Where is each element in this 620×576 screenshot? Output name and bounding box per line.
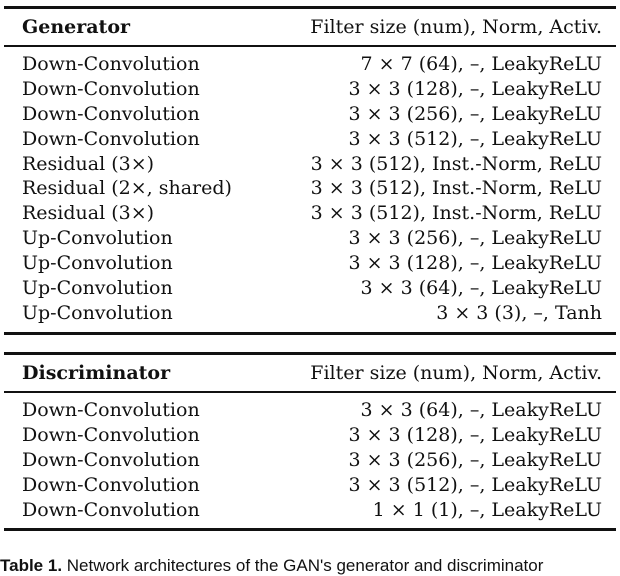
layer-name: Up-Convolution [22,301,173,324]
layer-name: Down-Convolution [22,127,200,150]
table-row [22,498,602,523]
layer-name: Down-Convolution [22,473,200,496]
layer-spec: 3 × 3 (256), –, LeakyReLU [348,448,602,471]
table-row [22,301,602,326]
caption-text: Network architectures of the GAN's generator and discriminator [66,556,544,575]
table-header [4,9,616,45]
layer-spec: 3 × 3 (512), Inst.-Norm, ReLU [310,152,602,175]
layer-name: Down-Convolution [22,399,200,421]
table-row [22,176,602,201]
layer-spec: 3 × 3 (3), –, Tanh [436,301,602,324]
table-body [4,47,616,332]
table-row [22,448,602,473]
table-row [22,423,602,448]
table-row [22,276,602,301]
bottom-rule [4,528,616,531]
discriminator-table [4,352,616,531]
generator-title: Generator [22,16,130,38]
layer-spec: 1 × 1 (1), –, LeakyReLU [372,498,602,521]
discriminator-title: Discriminator [22,362,171,384]
layer-name: Down-Convolution [22,448,200,471]
layer-name: Down-Convolution [22,498,200,521]
generator-table [4,6,616,335]
table-header [4,355,616,391]
table-row [22,77,602,102]
layer-name: Residual (3×) [22,152,155,175]
layer-name: Down-Convolution [22,77,200,100]
layer-name: Down-Convolution [22,423,200,446]
layer-name: Up-Convolution [22,227,173,250]
caption-label: Table 1. [0,556,63,575]
layer-spec: 7 × 7 (64), –, LeakyReLU [360,53,602,75]
layer-spec: 3 × 3 (128), –, LeakyReLU [348,252,602,275]
layer-name: Up-Convolution [22,252,173,275]
table-row [22,201,602,226]
table-row [22,251,602,276]
layer-name: Up-Convolution [22,277,173,300]
layer-spec: 3 × 3 (256), –, LeakyReLU [348,227,602,250]
layer-spec: 3 × 3 (512), –, LeakyReLU [348,473,602,496]
layer-name: Down-Convolution [22,102,200,125]
table-body [4,393,616,528]
layer-spec: 3 × 3 (512), Inst.-Norm, ReLU [310,202,602,225]
layer-name: Residual (3×) [22,202,155,225]
table-row [22,102,602,127]
table-row [22,473,602,498]
table-row [22,127,602,152]
bottom-rule [4,332,616,335]
column-header: Filter size (num), Norm, Activ. [310,16,602,38]
layer-spec: 3 × 3 (512), –, LeakyReLU [348,127,602,150]
layer-name: Residual (2×, shared) [22,177,232,200]
column-header: Filter size (num), Norm, Activ. [310,362,602,384]
layer-spec: 3 × 3 (256), –, LeakyReLU [348,102,602,125]
layer-name: Down-Convolution [22,53,200,75]
table-caption [0,556,543,576]
table-row [22,398,602,423]
layer-spec: 3 × 3 (64), –, LeakyReLU [360,399,602,421]
table-row [22,226,602,251]
layer-spec: 3 × 3 (512), Inst.-Norm, ReLU [310,177,602,200]
layer-spec: 3 × 3 (64), –, LeakyReLU [360,277,602,300]
layer-spec: 3 × 3 (128), –, LeakyReLU [348,77,602,100]
table-row [22,52,602,77]
table-row [22,152,602,177]
layer-spec: 3 × 3 (128), –, LeakyReLU [348,423,602,446]
